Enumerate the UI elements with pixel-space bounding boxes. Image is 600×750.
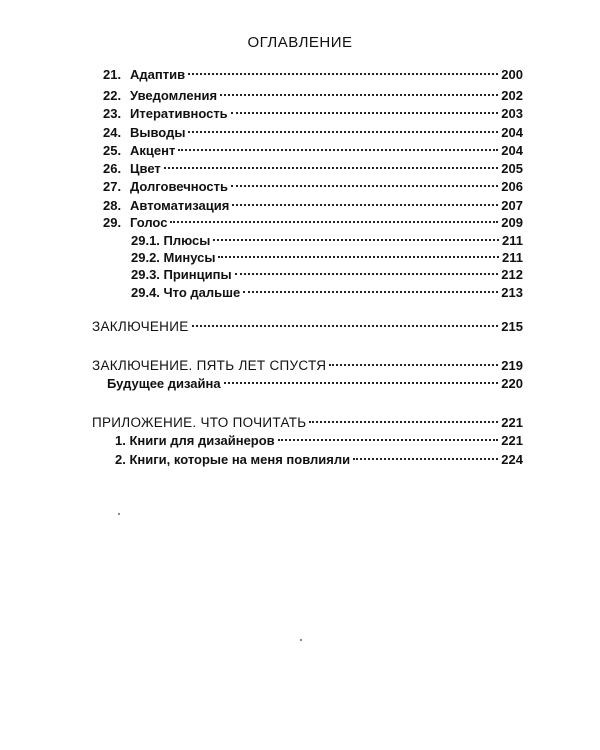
dot-leader [213, 239, 499, 241]
toc-entry-chapter-26[interactable] [103, 160, 523, 178]
chapter-number: 28. [103, 198, 122, 213]
page-number: 202 [501, 88, 523, 103]
dot-leader [353, 458, 498, 460]
dot-leader [231, 112, 499, 114]
section-title: 1. Книги для дизайнеров [115, 433, 275, 448]
page-number: 206 [501, 179, 523, 194]
section-title: 2. Книги, которые на меня повлияли [115, 452, 351, 467]
toc-entry-chapter-27[interactable] [103, 178, 523, 196]
page-number: 215 [501, 319, 523, 334]
page-number: 211 [502, 233, 523, 248]
page-number: 221 [501, 433, 523, 448]
chapter-title: Адаптив [130, 67, 186, 82]
chapter-number: 24. [103, 125, 122, 140]
dot-leader [309, 421, 498, 423]
toc-entry-section-29-2[interactable] [131, 249, 523, 267]
toc-entry-influential-books[interactable] [115, 451, 523, 469]
dot-leader [170, 221, 498, 223]
toc-entry-chapter-23[interactable] [103, 105, 523, 123]
toc-entry-chapter-25[interactable] [103, 142, 523, 160]
dot-leader [278, 439, 499, 441]
page-number: 204 [501, 125, 523, 140]
section-title: 29.4. Что дальше [131, 285, 241, 300]
toc-entry-appendix[interactable] [92, 414, 523, 432]
dot-leader [218, 256, 499, 258]
section-title: 29.1. Плюсы [131, 233, 211, 248]
toc-entry-chapter-21[interactable] [103, 66, 523, 84]
page-number: 213 [501, 285, 523, 300]
part-title: ЗАКЛЮЧЕНИЕ [92, 319, 189, 334]
chapter-number: 29. [103, 215, 122, 230]
toc-entry-chapter-22[interactable] [103, 87, 523, 105]
print-speck [118, 513, 120, 515]
page-number: 221 [501, 415, 523, 430]
dot-leader [188, 131, 498, 133]
dot-leader [231, 185, 498, 187]
chapter-number: 27. [103, 179, 122, 194]
dot-leader [220, 94, 498, 96]
chapter-title: Выводы [130, 125, 186, 140]
toc-entry-section-29-1[interactable] [131, 232, 523, 250]
chapter-number: 21. [103, 67, 122, 82]
section-title: 29.2. Минусы [131, 250, 216, 265]
dot-leader [164, 167, 499, 169]
chapter-title: Голос [130, 215, 168, 230]
toc-entry-future-of-design[interactable] [107, 375, 523, 393]
chapter-number: 26. [103, 161, 122, 176]
toc-entry-conclusion-later[interactable] [92, 357, 523, 375]
dot-leader [178, 149, 498, 151]
page-number: 211 [502, 250, 523, 265]
chapter-title: Автоматизация [130, 198, 230, 213]
chapter-title: Долговечность [130, 179, 228, 194]
page-number: 207 [501, 198, 523, 213]
part-title: ПРИЛОЖЕНИЕ. ЧТО ПОЧИТАТЬ [92, 415, 307, 430]
page-title: ОГЛАВЛЕНИЕ [247, 34, 353, 51]
page-number: 203 [501, 106, 523, 121]
page-number: 224 [501, 452, 523, 467]
toc-entry-books-for-designers[interactable] [115, 432, 523, 450]
page-number: 219 [501, 358, 523, 373]
dot-leader [235, 273, 499, 275]
chapter-number: 25. [103, 143, 122, 158]
toc-entry-conclusion[interactable] [92, 318, 523, 336]
toc-entry-chapter-28[interactable] [103, 197, 523, 215]
dot-leader [224, 382, 499, 384]
toc-entry-section-29-3[interactable] [131, 266, 523, 284]
section-title: 29.3. Принципы [131, 267, 232, 282]
print-speck [300, 639, 302, 641]
chapter-title: Цвет [130, 161, 161, 176]
chapter-number: 23. [103, 106, 122, 121]
page-number: 200 [501, 67, 523, 82]
page-number: 209 [501, 215, 523, 230]
dot-leader [192, 325, 499, 327]
dot-leader [329, 364, 498, 366]
chapter-title: Итеративность [130, 106, 228, 121]
toc-entry-chapter-29[interactable] [103, 214, 523, 232]
dot-leader [243, 291, 498, 293]
dot-leader [188, 73, 498, 75]
toc-entry-section-29-4[interactable] [131, 284, 523, 302]
chapter-title: Уведомления [130, 88, 218, 103]
toc-entry-chapter-24[interactable] [103, 124, 523, 142]
dot-leader [232, 204, 498, 206]
section-title: Будущее дизайна [107, 376, 221, 391]
page-number: 204 [501, 143, 523, 158]
page-number: 220 [501, 376, 523, 391]
chapter-number: 22. [103, 88, 122, 103]
chapter-title: Акцент [130, 143, 176, 158]
part-title: ЗАКЛЮЧЕНИЕ. ПЯТЬ ЛЕТ СПУСТЯ [92, 358, 327, 373]
page-number: 212 [501, 267, 523, 282]
page-number: 205 [501, 161, 523, 176]
